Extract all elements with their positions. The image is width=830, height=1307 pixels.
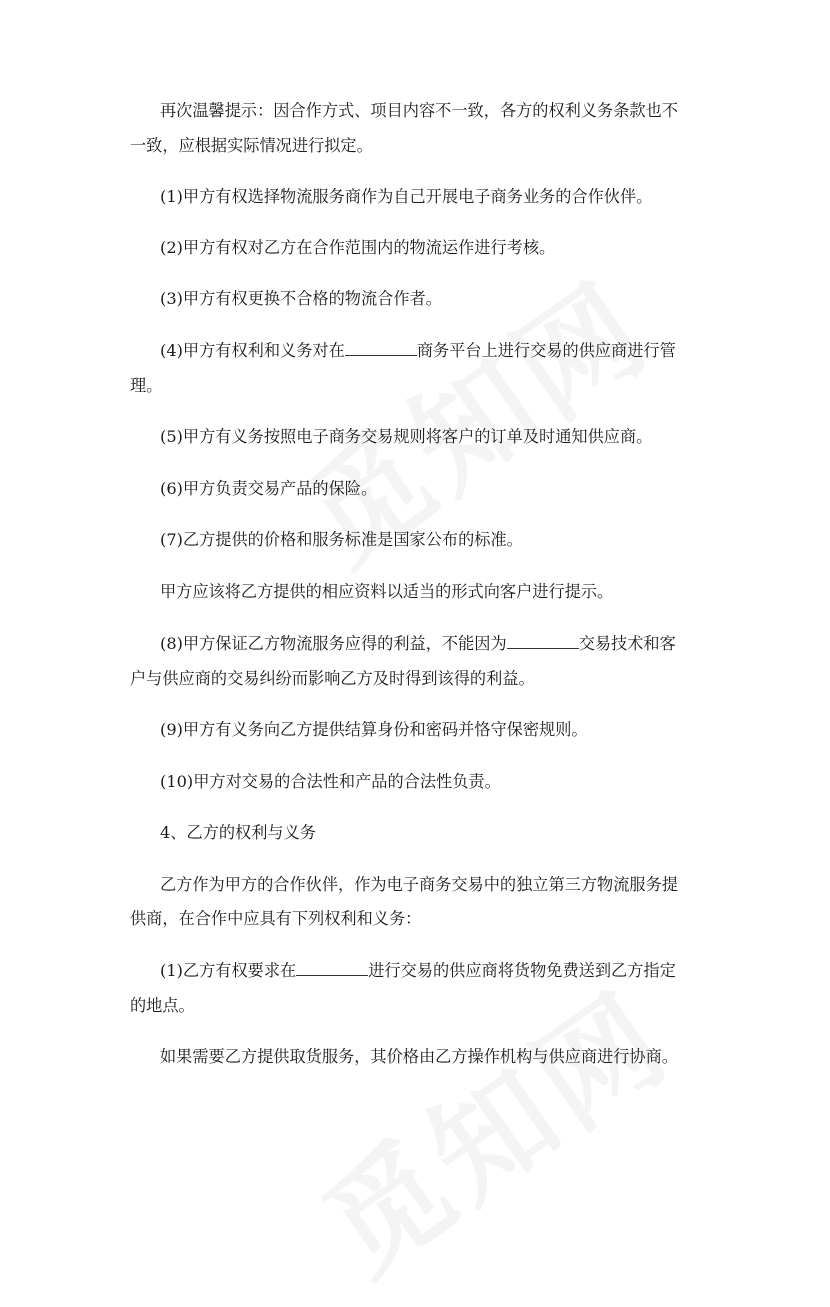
line-text: 进行交易的供应商将货物免费送到乙方指定: [368, 961, 676, 980]
paragraph-line: 供商，在合作中应具有下列权利和义务：: [130, 909, 422, 928]
paragraph-line: (1)甲方有权选择物流服务商作为自己开展电子商务业务的合作伙伴。: [160, 187, 653, 206]
paragraph-line: 乙方作为甲方的合作伙伴，作为电子商务交易中的独立第三方物流服务提: [160, 875, 678, 894]
paragraph-line: 理。: [130, 376, 163, 395]
paragraph-line: (7)乙方提供的价格和服务标准是国家公布的标准。: [160, 530, 523, 549]
paragraph-line: (9)甲方有义务向乙方提供结算身份和密码并恪守保密规则。: [160, 720, 588, 739]
paragraph-line: 的地点。: [130, 996, 195, 1015]
line-text: (8)甲方保证乙方物流服务应得的利益，不能因为: [160, 634, 507, 653]
paragraph-line: 如果需要乙方提供取货服务，其价格由乙方操作机构与供应商进行协商。: [160, 1047, 678, 1066]
fill-in-blank: [507, 634, 579, 649]
paragraph-line: 一致，应根据实际情况进行拟定。: [130, 136, 373, 155]
paragraph-line: [160, 341, 676, 361]
paragraph-line: [160, 634, 676, 654]
paragraph-line: (5)甲方有义务按照电子商务交易规则将客户的订单及时通知供应商。: [160, 427, 653, 446]
paragraph-line: (2)甲方有权对乙方在合作范围内的物流运作进行考核。: [160, 238, 556, 257]
paragraph-line: 户与供应商的交易纠纷而影响乙方及时得到该得的利益。: [130, 669, 535, 688]
line-text: (4)甲方有权利和义务对在: [160, 341, 345, 360]
paragraph-line: (3)甲方有权更换不合格的物流合作者。: [160, 289, 442, 308]
fill-in-blank: [345, 341, 417, 356]
paragraph-line: 甲方应该将乙方提供的相应资料以适当的形式向客户进行提示。: [160, 582, 614, 601]
paragraph-line: (6)甲方负责交易产品的保险。: [160, 479, 378, 498]
line-text: 商务平台上进行交易的供应商进行管: [416, 341, 676, 360]
section-heading: 4、乙方的权利与义务: [160, 823, 316, 842]
paragraph-line: (10)甲方对交易的合法性和产品的合法性负责。: [160, 772, 501, 791]
line-text: (1)乙方有权要求在: [160, 961, 297, 980]
paragraph-line: 再次温馨提示：因合作方式、项目内容不一致，各方的权利义务条款也不: [160, 101, 678, 120]
watermark: [285, 945, 698, 1306]
paragraph-line: [160, 961, 676, 981]
fill-in-blank: [296, 961, 368, 976]
line-text: 交易技术和客: [578, 634, 676, 653]
